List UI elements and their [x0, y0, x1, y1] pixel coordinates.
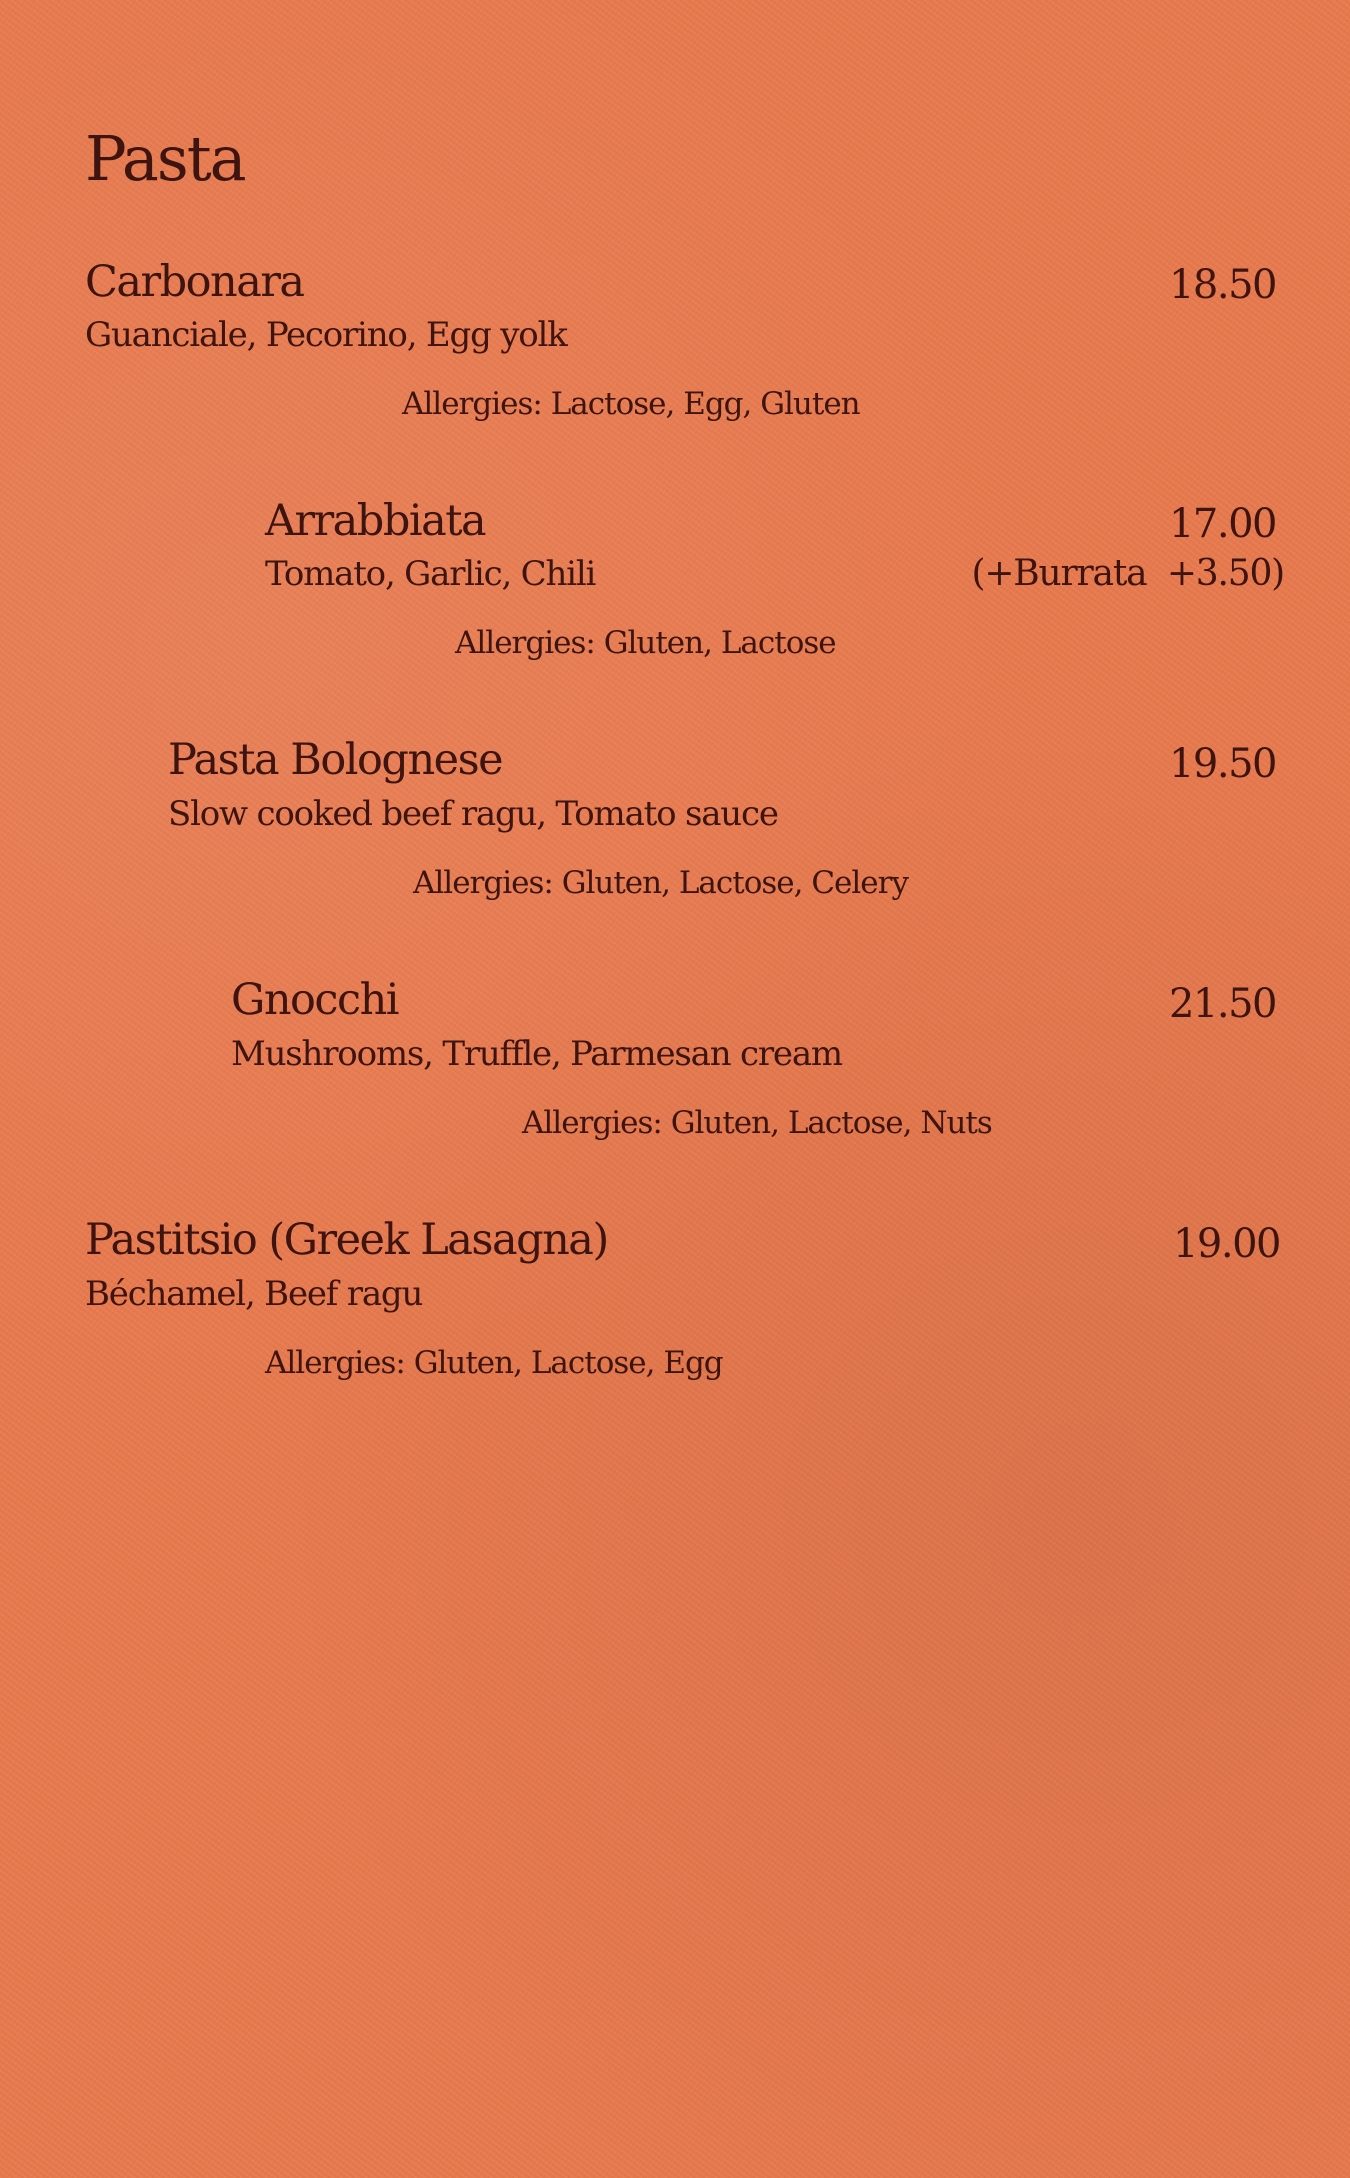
dish-description-arrabbiata: Tomato, Garlic, Chili — [265, 554, 596, 594]
dish-allergies-gnocchi: Allergies: Gluten, Lactose, Nuts — [522, 1105, 992, 1141]
dish-price-pastitsio: 19.00 — [1172, 1221, 1280, 1267]
dish-price-carbonara: 18.50 — [1168, 262, 1276, 308]
dish-price-gnocchi: 21.50 — [1168, 981, 1276, 1027]
dish-description-gnocchi: Mushrooms, Truffle, Parmesan cream — [231, 1034, 842, 1074]
dish-allergies-carbonara: Allergies: Lactose, Egg, Gluten — [402, 386, 860, 422]
dish-description-carbonara: Guanciale, Pecorino, Egg yolk — [85, 315, 567, 355]
dish-price-bolognese: 19.50 — [1168, 741, 1276, 787]
dish-name-pastitsio: Pastitsio (Greek Lasagna) — [85, 1215, 608, 1265]
dish-name-carbonara: Carbonara — [85, 257, 304, 307]
dish-description-bolognese: Slow cooked beef ragu, Tomato sauce — [168, 794, 778, 834]
dish-price-arrabbiata: 17.00 — [1168, 501, 1276, 547]
section-title: Pasta — [85, 122, 245, 195]
dish-name-gnocchi: Gnocchi — [231, 975, 399, 1025]
dish-allergies-arrabbiata: Allergies: Gluten, Lactose — [455, 625, 836, 661]
dish-description-pastitsio: Béchamel, Beef ragu — [85, 1274, 423, 1314]
dish-name-bolognese: Pasta Bolognese — [168, 735, 503, 785]
dish-allergies-bolognese: Allergies: Gluten, Lactose, Celery — [413, 865, 908, 901]
dish-name-arrabbiata: Arrabbiata — [265, 496, 486, 546]
dish-extra-burrata: (+Burrata +3.50) — [971, 553, 1284, 594]
dish-allergies-pastitsio: Allergies: Gluten, Lactose, Egg — [265, 1345, 723, 1381]
